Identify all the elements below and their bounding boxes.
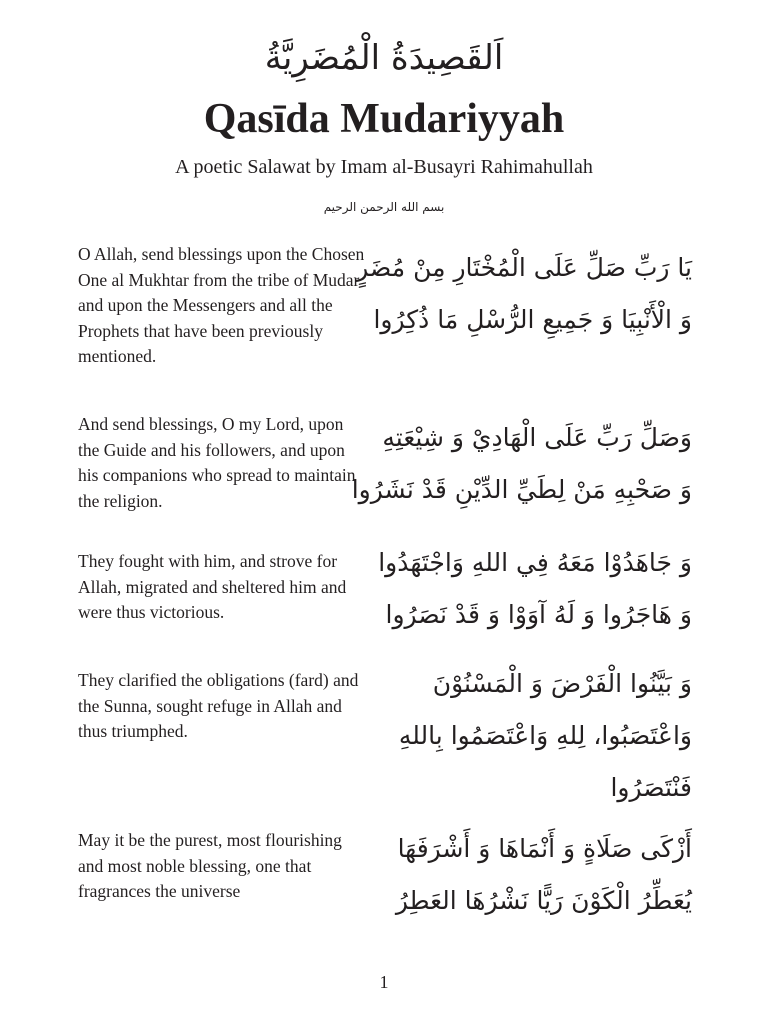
verse-arabic bbox=[362, 658, 692, 814]
verse-arabic bbox=[362, 823, 692, 927]
page-subtitle: A poetic Salawat by Imam al-Busayri Rahimahullah bbox=[175, 156, 593, 178]
arabic-title: اَلقَصِيدَةُ الْمُضَرِيَّةُ bbox=[264, 38, 504, 78]
verse-arabic bbox=[351, 412, 692, 516]
page-title: Qasīda Mudariyyah bbox=[203, 96, 565, 142]
arabic-line: فَنْتَصَرُوا bbox=[610, 773, 692, 802]
basmala: بسم الله الرحمن الرحيم bbox=[323, 200, 445, 214]
verse-arabic bbox=[356, 242, 692, 346]
arabic-line: وَ هَاجَرُوا وَ لَهُ آوَوْا وَ قَدْ نَصَرُوا bbox=[385, 600, 692, 629]
arabic-line: وَ جَاهَدُوْا مَعَهُ فِي اللهِ وَاجْتَهَدُوا bbox=[378, 548, 692, 577]
verse-translation: And send blessings, O my Lord, upon the Guide and his followers, and upon his companions who spread to maintain the religion. bbox=[78, 414, 356, 511]
verse-arabic bbox=[362, 537, 692, 641]
arabic-line: وَصَلِّ رَبِّ عَلَى الْهَادِيْ وَ شِيْعَتِهِ bbox=[382, 423, 692, 452]
arabic-line: وَ صَحْبِهِ مَنْ لِطَيِّ الدِّيْنِ قَدْ نَشَرُوا bbox=[351, 475, 692, 504]
verse-translation: May it be the purest, most flourishing and most noble blessing, one that fragrances the universe bbox=[78, 830, 342, 901]
arabic-line: وَ بَيَّنُوا الْفَرْضَ وَ الْمَسْنُوْنَ bbox=[432, 669, 692, 698]
arabic-line: يَا رَبِّ صَلِّ عَلَى الْمُخْتَارِ مِنْ مُضَرٍ bbox=[356, 253, 692, 282]
verse-translation: They clarified the obligations (fard) and the Sunna, sought refuge in Allah and thus triumphed. bbox=[78, 670, 359, 741]
arabic-line: يُعَطِّرُ الْكَوْنَ رَيًّا نَشْرُهَا العَطِرُ bbox=[395, 886, 692, 915]
verse-translation: They fought with him, and strove for Allah, migrated and sheltered him and were thus victorious. bbox=[78, 551, 347, 622]
page-number: 1 bbox=[379, 972, 389, 992]
arabic-line: وَ الْأَنْبِيَا وَ جَمِيعِ الرُّسْلِ مَا ذُكِرُوا bbox=[373, 305, 692, 334]
arabic-line: أَزْكَى صَلَاةٍ وَ أَنْمَاهَا وَ أَشْرَفَهَا bbox=[397, 834, 692, 863]
verse-translation: O Allah, send blessings upon the Chosen One al Mukhtar from the tribe of Mudar and upon the Messengers and all the Prophets that have been previously mentioned. bbox=[78, 244, 365, 366]
arabic-line: وَاعْتَصَبُوا، لِلهِ وَاعْتَصَمُوا بِاللهِ bbox=[398, 721, 692, 750]
